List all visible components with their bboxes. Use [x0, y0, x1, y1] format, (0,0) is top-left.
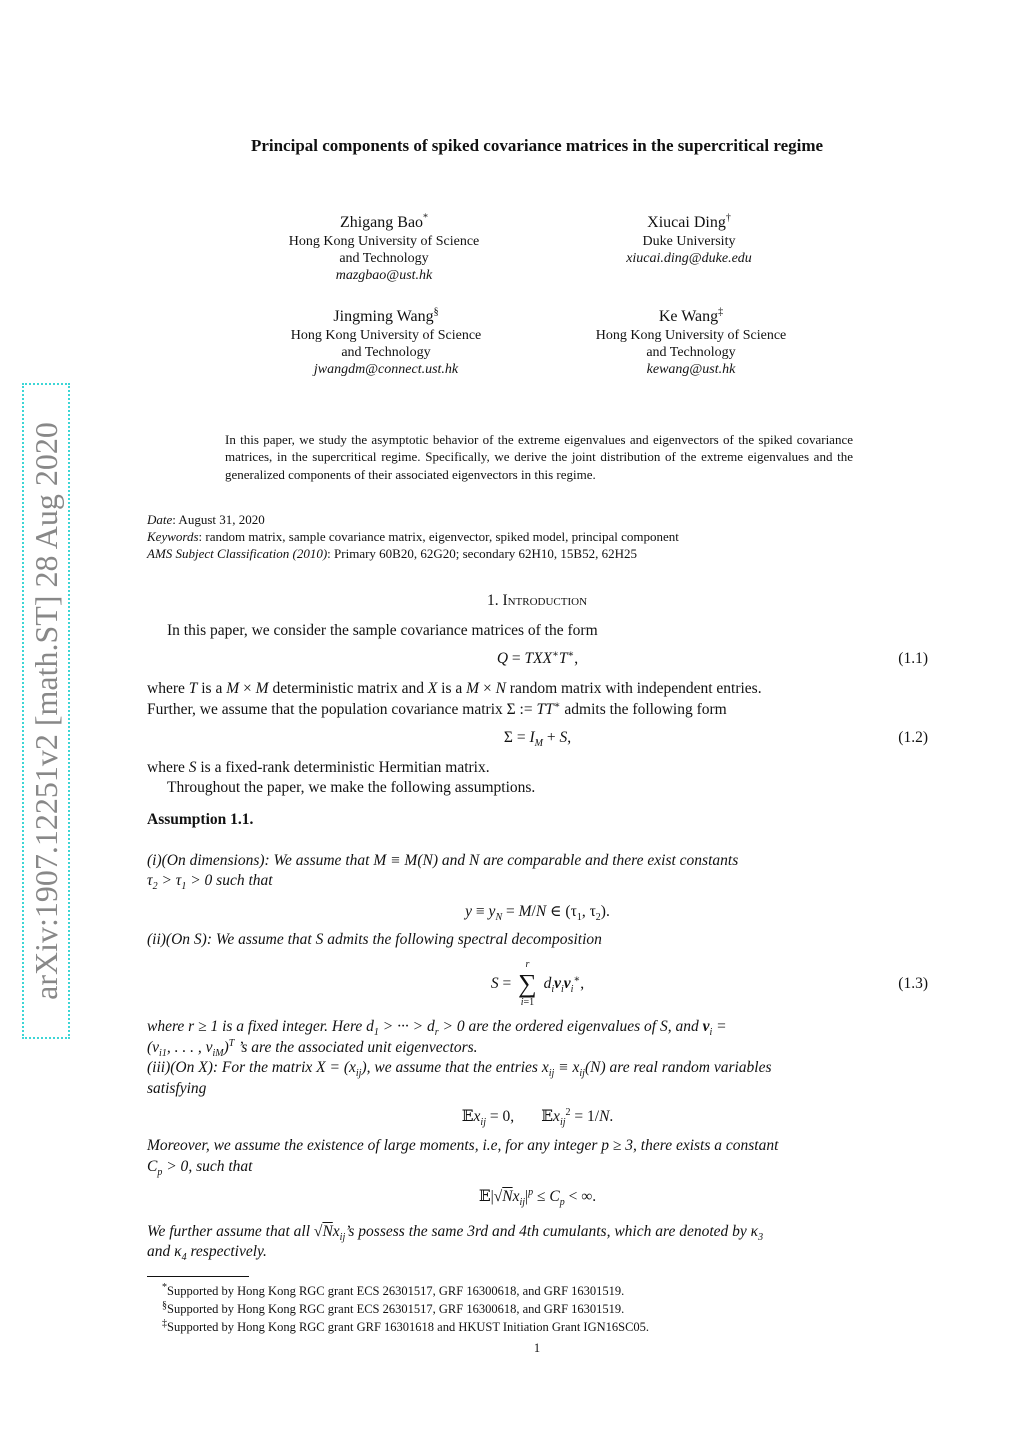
- author-email: xiucai.ding@duke.edu: [626, 251, 752, 266]
- author-affiliation: Hong Kong University of Science: [288, 234, 480, 249]
- arxiv-stamp: arXiv:1907.12251v2 [math.ST] 28 Aug 2020: [26, 387, 66, 1035]
- author-affiliation: Duke University: [642, 234, 736, 249]
- assumption-item-3-cont: satisfying: [147, 1080, 207, 1097]
- assumption-item-2: (ii)(On S): We assume that S admits the following spectral decomposition: [147, 931, 602, 948]
- assumption-cumulants: We further assume that all $√Nx_{ij}’s$ possess the same 3rd and 4th cumulants, which are denoted by $\kappa_3$: [147, 1223, 764, 1244]
- assumption-cumulants-cont: and $\kappa_4$ respectively.: [147, 1243, 267, 1264]
- body-paragraph: where T is a M × M deterministic matrix and X is a M × N random matrix with independent entries.: [147, 680, 762, 697]
- footnote: *Supported by Hong Kong RGC grant ECS 26301517, GRF 16300618, and GRF 16301519.: [162, 1281, 625, 1298]
- assumption-moments-cont: $C_p > 0$, such that: [147, 1158, 253, 1179]
- author-block-ding: [584, 213, 794, 267]
- ams-line: AMS Subject Classification (2010): Primary 60B20, 62G20; secondary 62H10, 15B52, 62H25: [147, 546, 637, 561]
- page-number: 1: [533, 1341, 541, 1355]
- assumption-moments: Moreover, we assume the existence of large moments, i.e, for any integer p ≥ 3, there exists a constant: [147, 1137, 779, 1154]
- date-line: Date: August 31, 2020: [147, 512, 265, 527]
- equation-ratio: $y \equiv y_N = M/N$ ∈ ($\tau_1$, $\tau_2$).: [465, 903, 610, 924]
- author-affiliation: Hong Kong University of Science: [290, 328, 482, 343]
- author-name: Ke Wang‡: [658, 306, 724, 325]
- author-block-jwang: [266, 307, 506, 378]
- equation-1-1: Q = TXX∗T∗, (1.1): [496, 648, 928, 667]
- author-affiliation: and Technology: [339, 251, 429, 266]
- body-paragraph: where S is a fixed-rank deterministic Hermitian matrix.: [147, 759, 490, 776]
- author-block-bao: [264, 213, 504, 284]
- abstract: In this paper, we study the asymptotic behavior of the extreme eigenvalues and eigenvectors of the spiked covariance matrices, in the supercritical regime. Specifically, we derive the joint distribution of the extreme eigenvalues and the generalized components of their associated eigenvectors in this regime.: [225, 432, 853, 482]
- assumption-heading: Assumption 1.1.: [147, 811, 254, 828]
- body-paragraph: Throughout the paper, we make the following assumptions.: [167, 779, 536, 796]
- author-email: mazgbao@ust.hk: [335, 268, 433, 283]
- body-paragraph: Further, we assume that the population covariance matrix Σ := TT∗ admits the following form: [147, 699, 727, 718]
- section-heading: 1. Introduction: [486, 592, 588, 609]
- author-affiliation: Hong Kong University of Science: [595, 328, 787, 343]
- body-paragraph: In this paper, we consider the sample covariance matrices of the form: [167, 622, 598, 639]
- assumption-item-1-cont: $\tau_2 > \tau_1 > 0$ such that: [147, 872, 273, 893]
- author-email: kewang@ust.hk: [646, 362, 736, 377]
- assumption-item-2-cont: ($v_{i1}$, . . . , $v_{iM})^T$ ’s are the associated unit eigenvectors.: [147, 1037, 478, 1060]
- paper-title: Principal components of spiked covariance matrices in the supercritical regime: [250, 136, 824, 155]
- author-block-kwang: [571, 307, 811, 378]
- author-name: Zhigang Bao*: [339, 212, 429, 231]
- assumption-item-1: (i)(On dimensions): We assume that M ≡ M(N) and N are comparable and there exist constants: [147, 852, 739, 869]
- equation-1-2: $\Sigma = I_M + S$, (1.2): [503, 729, 928, 750]
- footnote: §Supported by Hong Kong RGC grant ECS 26301517, GRF 16300618, and GRF 16301519.: [162, 1299, 625, 1316]
- equation-large-moments: $𝔼|√Nx_{ij}|^p \le C_p$ < ∞.: [478, 1186, 597, 1209]
- keywords-line: Keywords: random matrix, sample covariance matrix, eigenvector, spiked model, principal component: [147, 529, 679, 544]
- author-name: Jingming Wang§: [333, 306, 439, 325]
- author-email: jwangdm@connect.ust.hk: [313, 362, 459, 377]
- footnote-rule: [147, 1276, 249, 1277]
- equation-1-3: S = r ∑ i=1 $d_iv_iv_i^∗$, (1.3): [490, 959, 928, 1009]
- footnote: ‡Supported by Hong Kong RGC grant GRF 16301618 and HKUST Initiation Grant IGN16SC05.: [162, 1317, 650, 1334]
- author-name: Xiucai Ding†: [647, 212, 731, 231]
- assumption-item-2-cont: where r ≥ 1 is a fixed integer. Here $d_1$ > ··· > $d_r > 0$ are the ordered eigenvalues of S, and $v_i$ =: [147, 1018, 727, 1039]
- author-affiliation: and Technology: [646, 345, 736, 360]
- equation-moments: 𝔼x$_{ij}$ = 0, 𝔼x$_{ij}^2$ = 1/N.: [461, 1106, 614, 1129]
- author-affiliation: and Technology: [341, 345, 431, 360]
- assumption-item-3: (iii)(On X): For the matrix $X = (x_{ij})$, we assume that the entries $x_{ij} \equiv x_{ij}(N)$ are real random variables: [147, 1059, 772, 1080]
